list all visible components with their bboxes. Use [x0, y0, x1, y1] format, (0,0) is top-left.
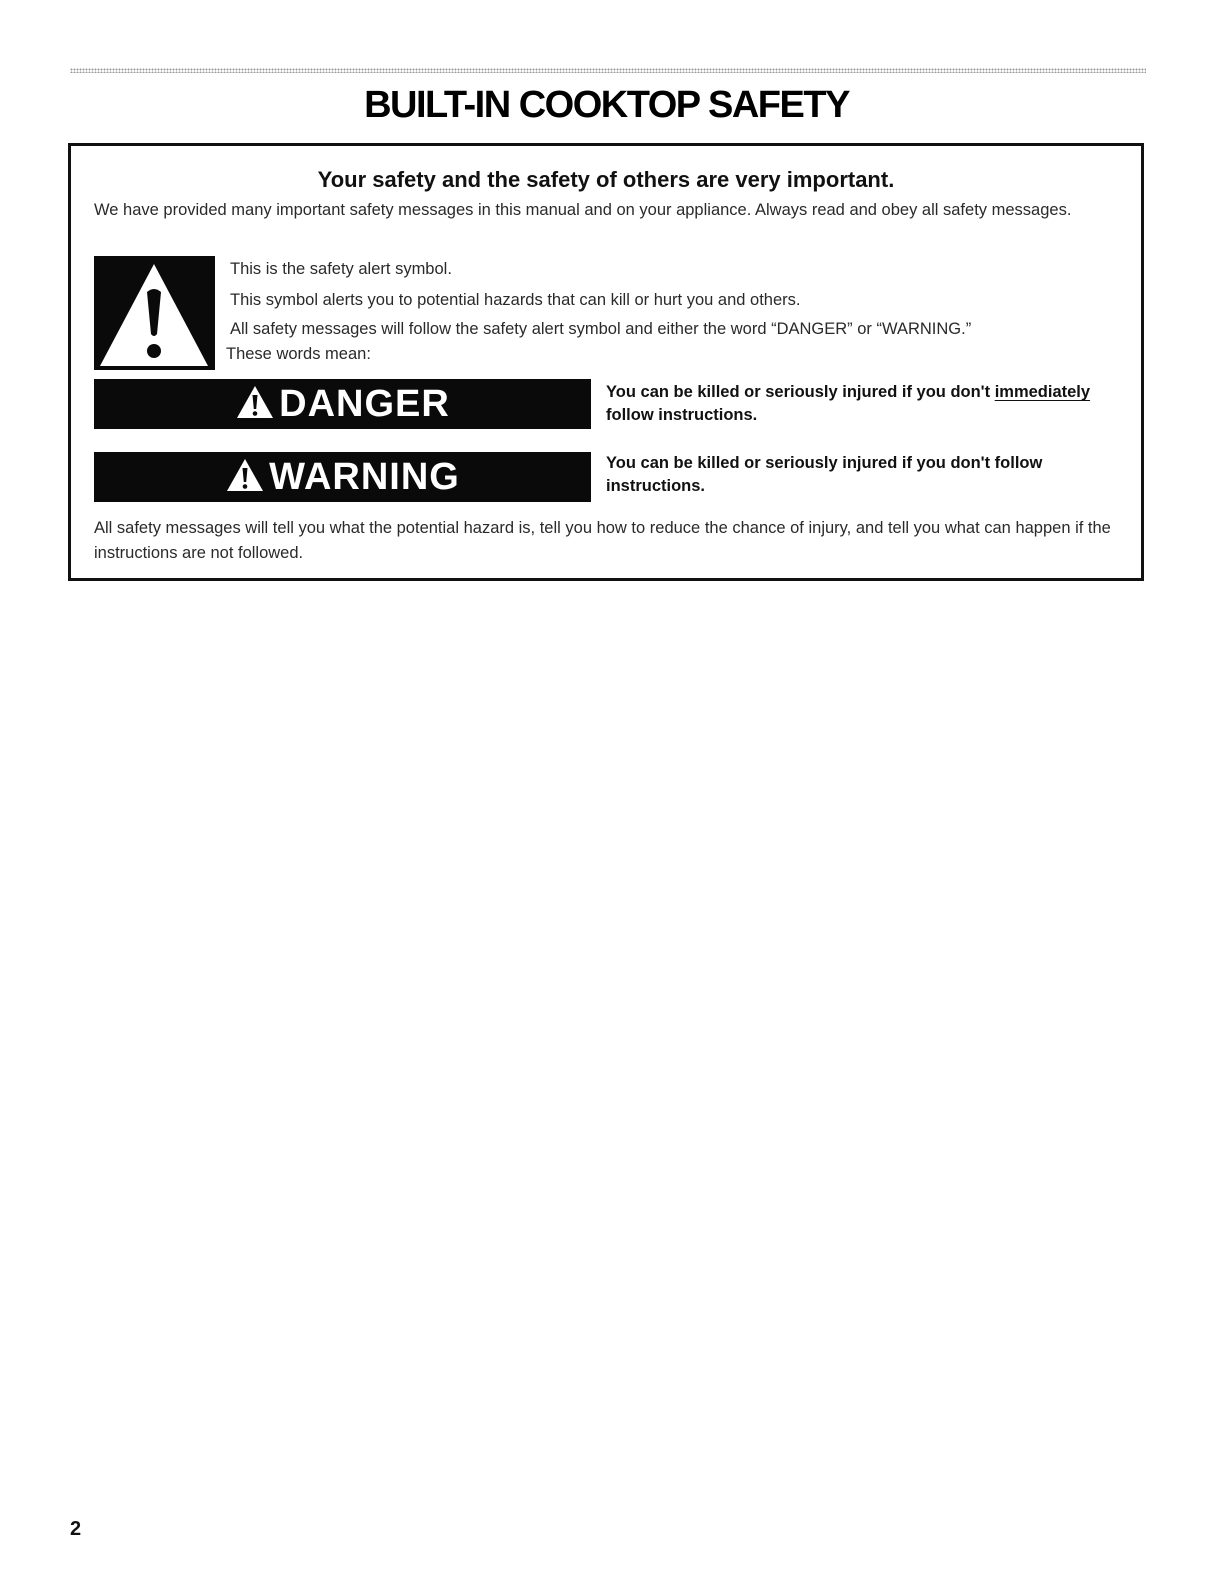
page-title: BUILT-IN COOKTOP SAFETY [364, 84, 849, 126]
danger-desc-part1: You can be killed or seriously injured if you don't [606, 383, 995, 401]
symbol-line-1: This is the safety alert symbol. [230, 260, 452, 278]
symbol-line-4: These words mean: [226, 345, 371, 363]
danger-desc-part2: follow instructions. [606, 406, 758, 424]
warning-signal-bar [94, 452, 591, 502]
safety-intro-text: We have provided many important safety messages in this manual and on your appliance. Always read and obey all safety messages. [94, 201, 1072, 219]
safety-message-box [68, 143, 1144, 581]
warning-description: You can be killed or seriously injured if you don't follow instructions. [606, 454, 1043, 495]
danger-signal-bar [94, 379, 591, 429]
symbol-line-3: All safety messages will follow the safety alert symbol and either the word “DANGER” or “WARNING.” [230, 320, 972, 338]
warning-label: WARNING [269, 455, 460, 498]
danger-desc-emphasis: immediately [994, 383, 1091, 401]
page-number: 2 [70, 1518, 82, 1540]
safety-closing-text: All safety messages will tell you what the potential hazard is, tell you how to reduce the chance of injury, and tell you what can happen if the instructions are not followed. [94, 519, 1111, 562]
danger-label: DANGER [279, 382, 450, 425]
danger-description [606, 381, 1136, 427]
top-dotted-rule [70, 68, 1146, 73]
small-alert-triangle-icon [235, 384, 275, 425]
small-alert-triangle-icon [225, 457, 265, 498]
safety-alert-triangle-icon [94, 256, 215, 370]
symbol-line-2: This symbol alerts you to potential hazards that can kill or hurt you and others. [230, 291, 801, 309]
safety-box-heading: Your safety and the safety of others are very important. [317, 167, 895, 192]
